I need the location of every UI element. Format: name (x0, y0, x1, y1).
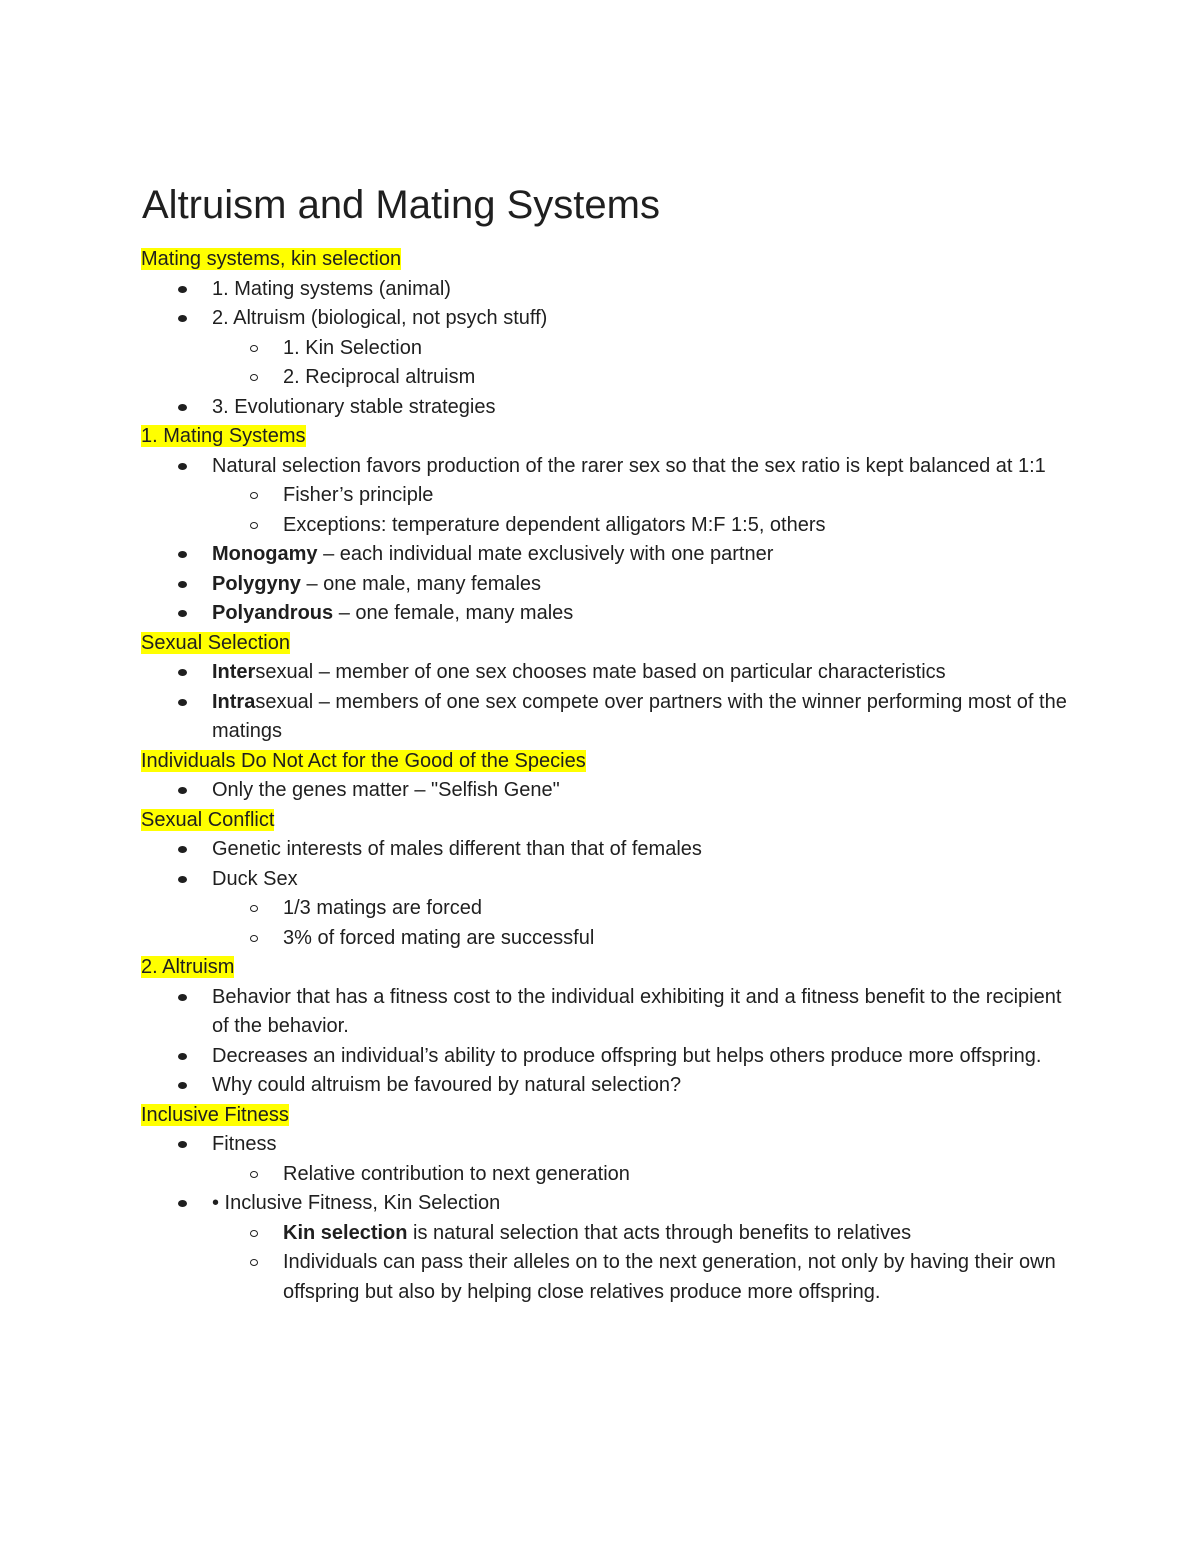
bold-term: Inter (212, 661, 256, 683)
bullet-circle-icon (250, 522, 258, 529)
highlighted-heading-text: Mating systems, kin selection (141, 248, 402, 270)
bullet-disc-icon (178, 876, 187, 883)
sub-list-item (212, 363, 1071, 393)
bullet-disc-icon (178, 699, 187, 706)
bullet-disc-icon (178, 551, 187, 558)
bullet-list (141, 776, 1071, 806)
item-text: • Inclusive Fitness, Kin Selection (212, 1192, 501, 1214)
bullet-disc-icon (178, 1141, 187, 1148)
bullet-disc-icon (178, 846, 187, 853)
bullet-list (141, 452, 1071, 629)
item-text: Behavior that has a fitness cost to the individual exhibiting it and a fitness benefit to the recipient of the behavior. (212, 985, 1062, 1037)
sub-bullet-list (212, 1219, 1071, 1308)
list-item (141, 835, 1071, 865)
item-text: 1. Mating systems (animal) (212, 277, 451, 300)
item-text: sexual – members of one sex compete over partners with the winner performing most of the matings (212, 690, 1067, 742)
bold-term: Intra (212, 690, 256, 713)
item-text: – one male, many females (300, 572, 542, 595)
list-item (141, 983, 1071, 1042)
sub-bullet-list (212, 894, 1071, 953)
bold-term: Polygyny (212, 572, 301, 595)
bullet-list (141, 1130, 1071, 1307)
bullet-circle-icon (250, 374, 258, 381)
list-item (141, 275, 1071, 305)
item-text: Fitness (212, 1133, 277, 1155)
section-heading (141, 422, 1071, 452)
list-item (141, 599, 1071, 629)
item-text: – one female, many males (333, 602, 574, 624)
section-heading (141, 1101, 1071, 1131)
bullet-circle-icon (250, 1171, 258, 1178)
list-item (141, 570, 1071, 600)
bullet-disc-icon (178, 1200, 187, 1207)
item-text: Individuals can pass their alleles on to the next generation, not only by having their own offspring but also by helping close relatives produce more offspring. (283, 1251, 1056, 1303)
item-text: 2. Reciprocal altruism (283, 366, 476, 388)
bullet-disc-icon (178, 610, 187, 617)
bold-term: Kin selection (283, 1221, 408, 1244)
sub-list-item (212, 511, 1071, 541)
sub-list-item (212, 924, 1071, 954)
notes-body (141, 245, 1071, 1307)
bullet-circle-icon (250, 492, 258, 499)
bullet-disc-icon (178, 1082, 187, 1089)
highlighted-heading-text: Individuals Do Not Act for the Good of the Species (141, 749, 586, 772)
sub-list-item (212, 1219, 1071, 1249)
item-text: Exceptions: temperature dependent alligators M:F 1:5, others (283, 513, 826, 536)
bullet-circle-icon (250, 1259, 258, 1266)
bullet-disc-icon (178, 315, 187, 322)
item-text: Why could altruism be favoured by natural selection? (212, 1074, 682, 1096)
item-text: Decreases an individual’s ability to produce offspring but helps others produce more offspring. (212, 1044, 1042, 1067)
bullet-disc-icon (178, 463, 187, 470)
list-item (141, 865, 1071, 954)
item-text: 2. Altruism (biological, not psych stuff) (212, 307, 548, 329)
list-item (141, 304, 1071, 393)
bullet-disc-icon (178, 669, 187, 676)
item-text: Only the genes matter – "Selfish Gene" (212, 779, 560, 801)
bullet-list (141, 835, 1071, 953)
item-text: Genetic interests of males different than that of females (212, 838, 702, 860)
bullet-disc-icon (178, 581, 187, 588)
sub-bullet-list (212, 334, 1071, 393)
sub-list-item (212, 334, 1071, 364)
section-heading (141, 806, 1071, 836)
list-item (141, 776, 1071, 806)
list-item (141, 540, 1071, 570)
item-text: 1/3 matings are forced (283, 897, 482, 919)
sub-list-item (212, 1160, 1071, 1190)
highlighted-heading-text: Sexual Selection (141, 631, 290, 654)
bullet-circle-icon (250, 1230, 258, 1237)
bullet-list (141, 983, 1071, 1101)
bullet-list (141, 275, 1071, 423)
bullet-circle-icon (250, 935, 258, 942)
bullet-disc-icon (178, 286, 187, 293)
bullet-list (141, 658, 1071, 747)
item-text: 1. Kin Selection (283, 336, 422, 359)
sub-bullet-list (212, 1160, 1071, 1190)
bold-term: Monogamy (212, 543, 318, 565)
list-item (141, 1189, 1071, 1307)
sub-bullet-list (212, 481, 1071, 540)
list-item (141, 688, 1071, 747)
list-item (141, 1042, 1071, 1072)
list-item (141, 452, 1071, 541)
item-text: – each individual mate exclusively with one partner (317, 543, 774, 565)
list-item (141, 658, 1071, 688)
list-item (141, 393, 1071, 423)
list-item (141, 1071, 1071, 1101)
item-text: Relative contribution to next generation (283, 1162, 630, 1185)
section-heading (141, 953, 1071, 983)
section-heading (141, 245, 1071, 275)
section-heading (141, 747, 1071, 777)
list-item (141, 1130, 1071, 1189)
page-title: Altruism and Mating Systems (142, 183, 660, 227)
section-heading (141, 629, 1071, 659)
item-text: Fisher’s principle (283, 484, 434, 506)
bullet-disc-icon (178, 994, 187, 1001)
highlighted-heading-text: 2. Altruism (141, 956, 235, 978)
highlighted-heading-text: Inclusive Fitness (141, 1103, 289, 1126)
item-text: is natural selection that acts through benefits to relatives (407, 1221, 912, 1244)
bullet-circle-icon (250, 905, 258, 912)
bullet-disc-icon (178, 787, 187, 794)
item-text: 3. Evolutionary stable strategies (212, 395, 496, 418)
item-text: Duck Sex (212, 867, 298, 890)
sub-list-item (212, 481, 1071, 511)
bold-term: Polyandrous (212, 602, 334, 624)
bullet-disc-icon (178, 404, 187, 411)
sub-list-item (212, 1248, 1071, 1307)
highlighted-heading-text: Sexual Conflict (141, 808, 275, 831)
bullet-disc-icon (178, 1053, 187, 1060)
item-text: sexual – member of one sex chooses mate based on particular characteristics (255, 661, 946, 683)
item-text: 3% of forced mating are successful (283, 926, 595, 949)
bullet-circle-icon (250, 345, 258, 352)
item-text: Natural selection favors production of the rarer sex so that the sex ratio is kept balanced at 1:1 (212, 454, 1046, 477)
sub-list-item (212, 894, 1071, 924)
highlighted-heading-text: 1. Mating Systems (141, 425, 306, 447)
